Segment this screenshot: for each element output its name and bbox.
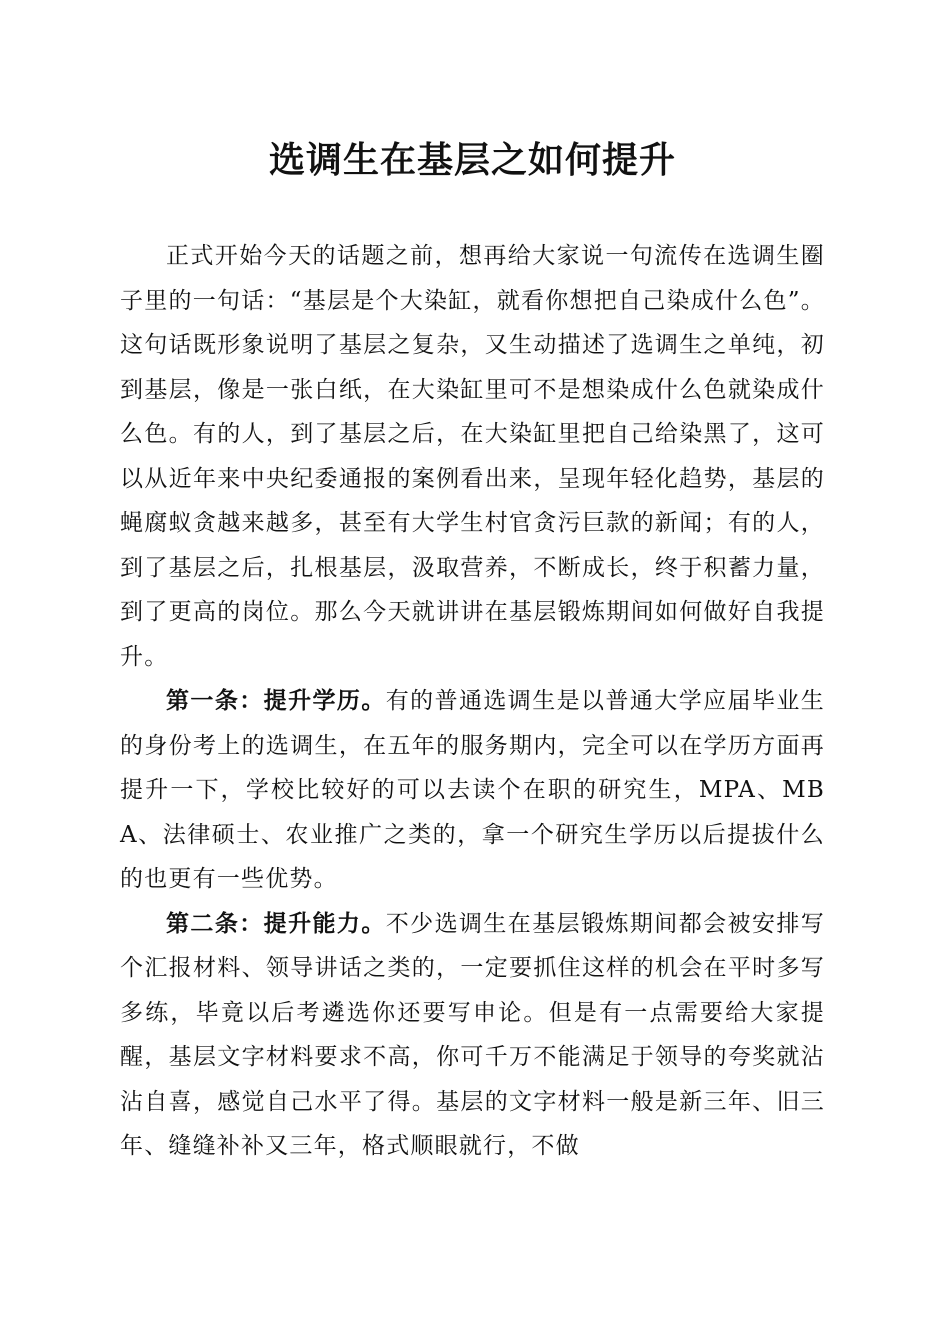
paragraph-intro [120, 234, 825, 679]
document-body [120, 234, 825, 1169]
document-page [120, 130, 825, 1169]
paragraph-education [120, 679, 825, 902]
paragraph-text: 不少选调生在基层锻炼期间都会被安排写个汇报材料、领导讲话之类的，一定要抓住这样的机会在平时多写多练，毕竟以后考遴选你还要写申论。但是有一点需要给大家提醒，基层文字材料要求不高，你可千万不能满足于领导的夸奖就沾沾自喜，感觉自己水平了得。基层的文字材料一般是新三年、旧三年、缝缝补补又三年，格式顺眼就行，不做 [120, 910, 825, 1159]
paragraph-text: 正式开始今天的话题之前，想再给大家说一句流传在选调生圈子里的一句话：“基层是个大染缸，就看你想把自己染成什么色”。这句话既形象说明了基层之复杂，又生动描述了选调生之单纯，初到基层，像是一张白纸，在大染缸里可不是想染成什么色就染成什么色。有的人，到了基层之后，在大染缸里把自己给染黑了，这可以从近年来中央纪委通报的案例看出来，呈现年轻化趋势，基层的蝇腐蚁贪越来越多，甚至有大学生村官贪污巨款的新闻；有的人，到了基层之后，扎根基层，汲取营养，不断成长，终于积蓄力量，到了更高的岗位。那么今天就讲讲在基层锻炼期间如何做好自我提升。 [120, 243, 825, 670]
document-title: 选调生在基层之如何提升 [268, 139, 676, 181]
paragraph-lead: 第一条：提升学历。 [166, 687, 386, 714]
paragraph-text: 有的普通选调生是以普通大学应届毕业生的身份考上的选调生，在五年的服务期内，完全可以在学历方面再提升一下，学校比较好的可以去读个在职的研究生，MPA、MBA、法律硕士、农业推广之类的，拿一个研究生学历以后提拔什么的也更有一些优势。 [120, 688, 825, 892]
paragraph-ability [120, 902, 825, 1169]
paragraph-lead: 第二条：提升能力。 [166, 909, 386, 937]
